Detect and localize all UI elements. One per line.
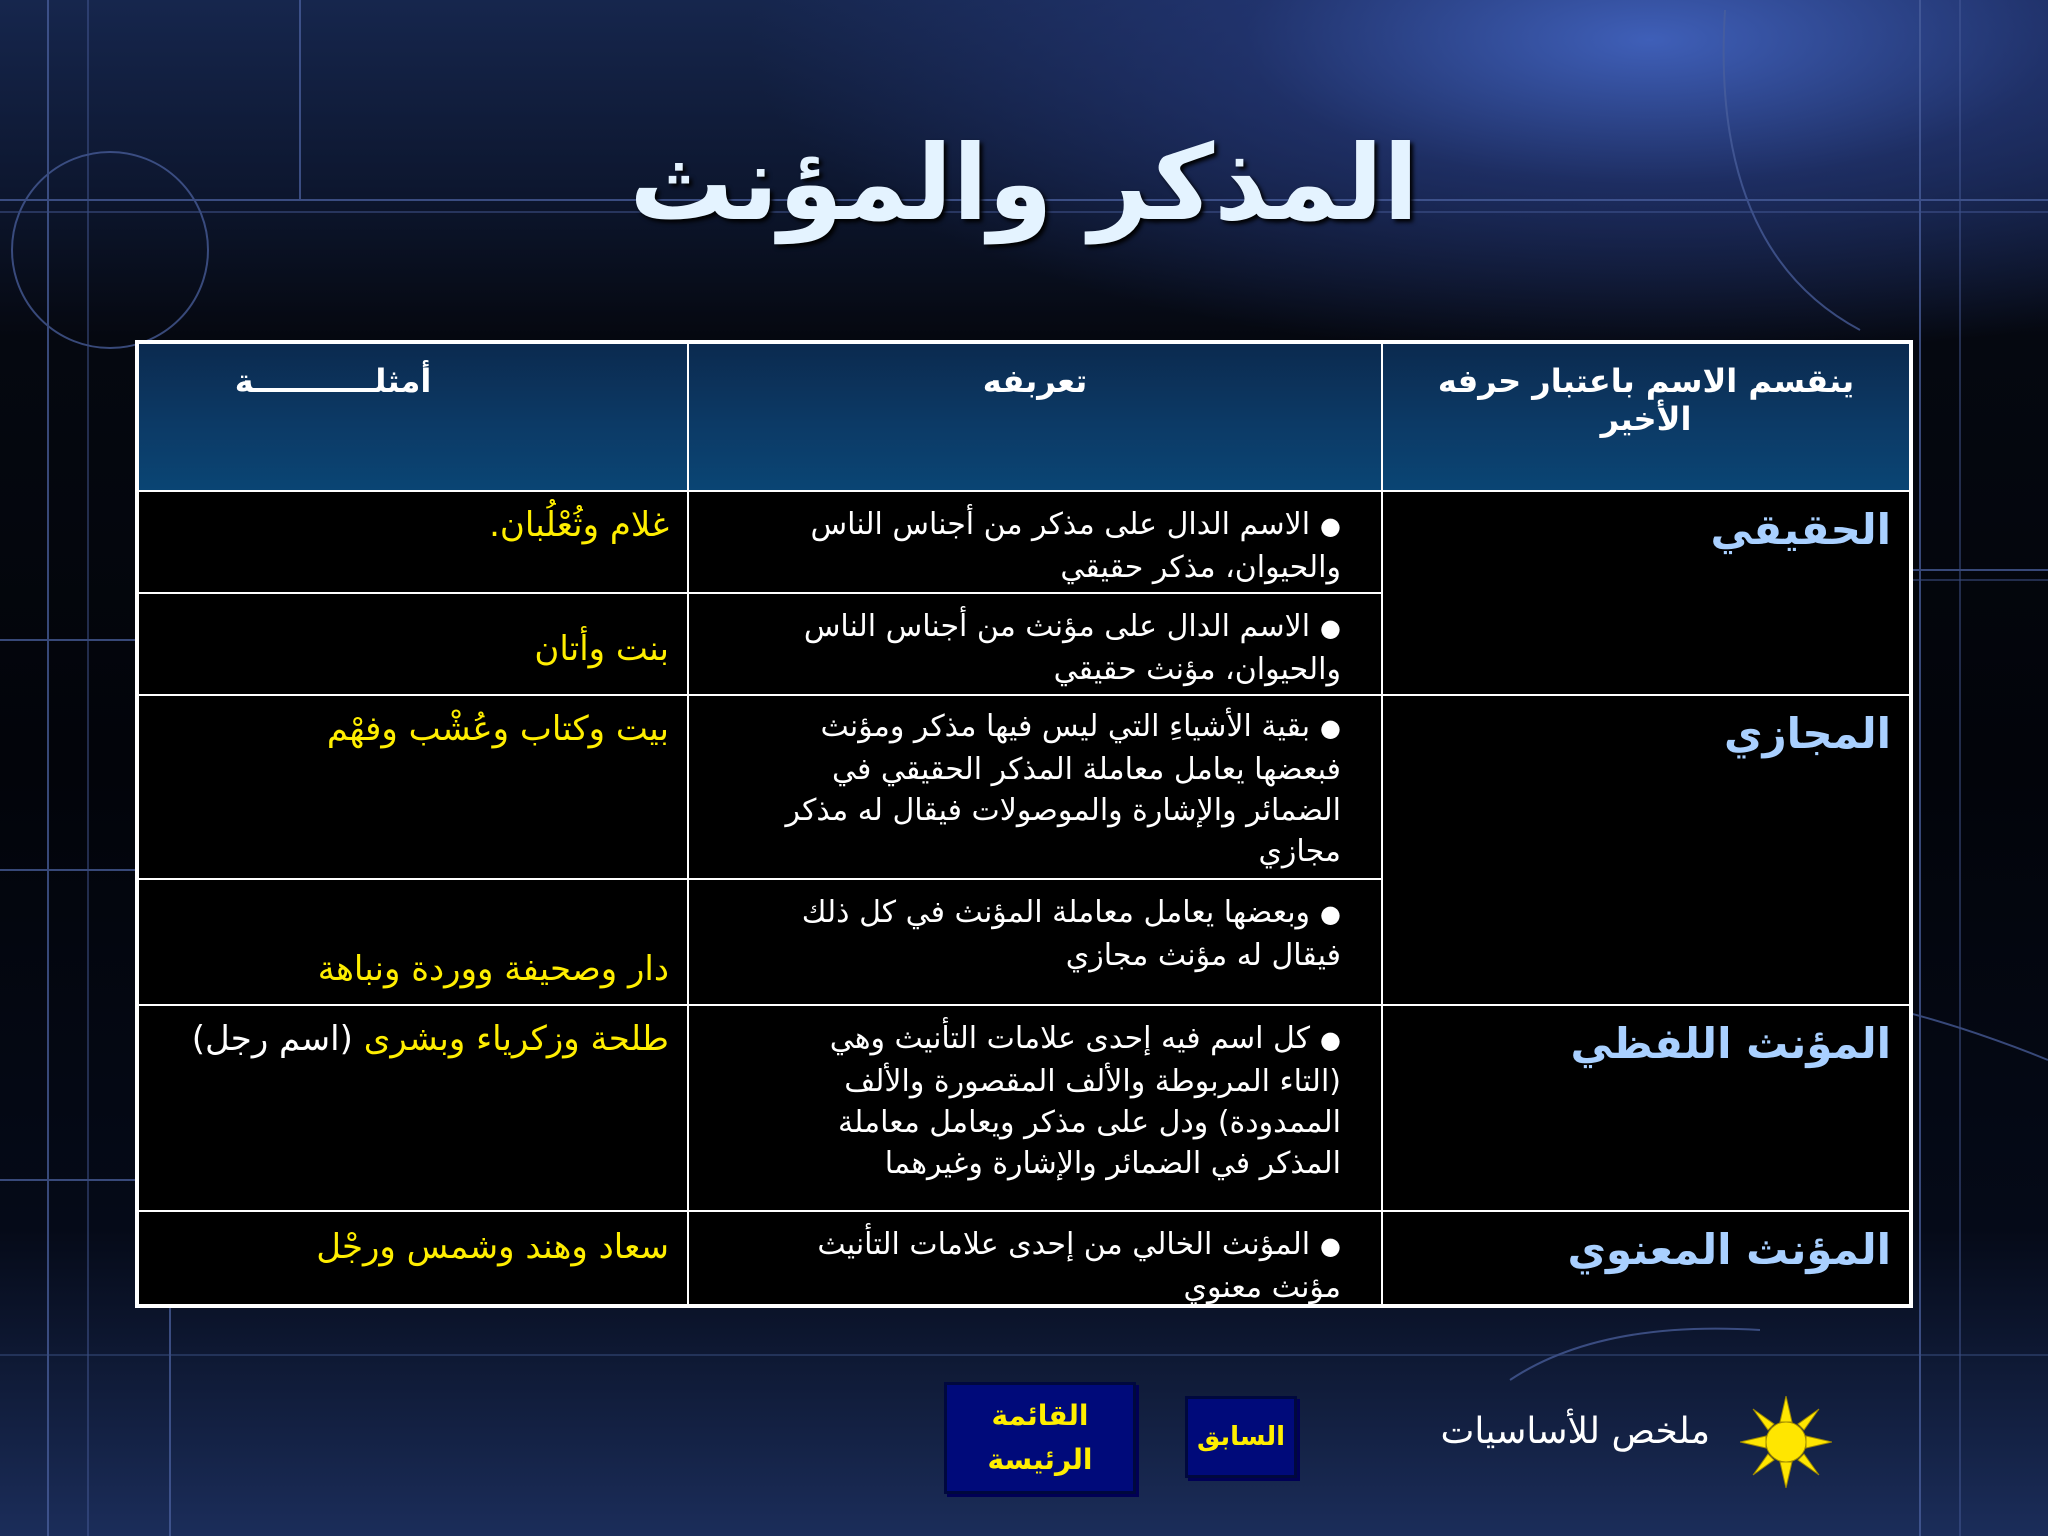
summary-link[interactable]: ملخص للأساسيات (1440, 1411, 1710, 1452)
definition-row-5: ●كل اسم فيه إحدى علامات التأنيث وهي (التاء المربوطة والألف المقصورة والألف الممدودة) ودل على مذكر ويعامل معاملة المذكر في الضمائر والإشارة وغيرهما (829, 1021, 1341, 1181)
example-row-4: دار وصحيفة ووردة ونباهة (317, 949, 669, 989)
example-row-5: طلحة وزكرياء وبشرى (اسم رجل) (191, 1019, 669, 1059)
category-real: الحقيقي (1710, 505, 1891, 554)
main-menu-button[interactable]: القائمة الرئيسة (944, 1382, 1136, 1494)
header-category: ينقسم الاسم باعتبار حرفه الأخير (1437, 362, 1855, 438)
header-examples: أمثلـــــــــــة (234, 362, 432, 400)
sun-icon[interactable] (1740, 1396, 1832, 1488)
header-definition: تعربفه (982, 362, 1088, 400)
definition-row-2: ●الاسم الدال على مؤنث من أجناس الناس والحيوان، مؤنث حقيقي (803, 609, 1341, 687)
category-figurative: المجازي (1723, 709, 1891, 758)
page-title: المذكر والمؤنث (629, 122, 1419, 244)
example-note: (اسم رجل) (191, 1019, 353, 1059)
definition-row-4: ●وبعضها يعامل معاملة المؤنث في كل ذلك فيقال له مؤنث مجازي (801, 895, 1341, 973)
category-verbal-feminine: المؤنث اللفظي (1570, 1019, 1891, 1068)
definition-row-3: ●بقية الأشياءِ التي ليس فيها مذكر ومؤنث فبعضها يعامل معاملة المذكر الحقيقي في الضمائر والإشارة والموصولات فيقال له مذكر مجازي (785, 709, 1341, 869)
definition-row-6: ●المؤنث الخالي من إحدى علامات التأنيث مؤنث معنوي (817, 1227, 1341, 1305)
category-semantic-feminine: المؤنث المعنوي (1567, 1225, 1891, 1274)
example-row-1: غلام وثُعْلُبان. (489, 505, 669, 545)
definition-row-1: ●الاسم الدال على مذكر من أجناس الناس والحيوان، مذكر حقيقي (810, 507, 1341, 585)
example-row-6: سعاد وهند وشمس ورجْل (316, 1227, 669, 1267)
example-row-3: بيت وكتاب وعُشْب وفهْم (326, 709, 669, 749)
previous-button[interactable]: السابق (1185, 1396, 1297, 1478)
example-row-2: بنت وأتان (534, 629, 669, 669)
grammar-table (135, 340, 1913, 1308)
